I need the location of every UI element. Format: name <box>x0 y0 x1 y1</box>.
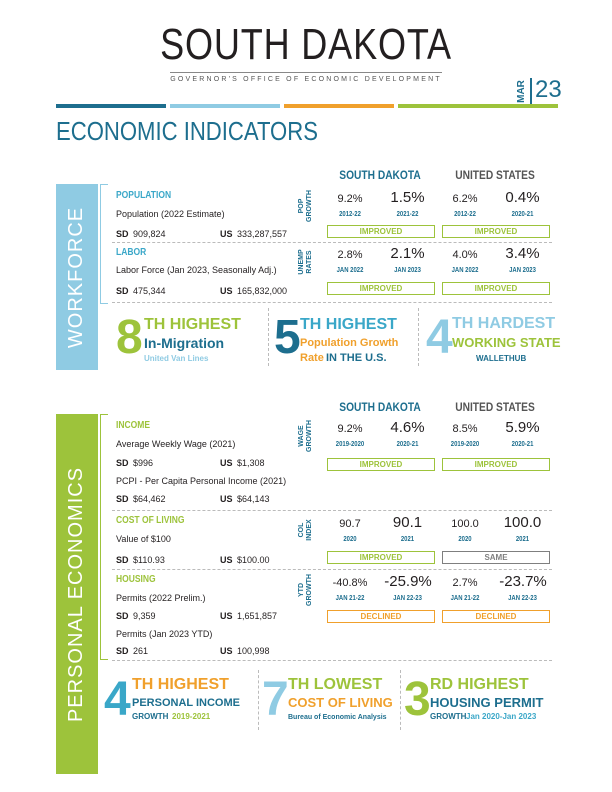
cost-sd-p2: 2021 <box>400 536 415 543</box>
sidebar-workforce-label: WORKFORCE <box>65 206 88 348</box>
income-us-v2: 5.9% <box>505 419 540 436</box>
sidebar-personal-label: PERSONAL ECONOMICS <box>65 466 88 722</box>
population-us-p1: 2012-22 <box>454 211 476 218</box>
labor-sd-v2: 2.1% <box>390 245 425 262</box>
labor-sd-label: SD <box>116 286 129 296</box>
highlight-source: Bureau of Economic Analysis <box>288 714 387 721</box>
housing-us-value: 1,651,857 <box>237 611 278 621</box>
labor-us-value: 165,832,000 <box>237 286 288 296</box>
highlight-rank: TH HIGHEST <box>300 316 397 333</box>
color-bar-green <box>398 104 558 108</box>
highlight-rank: TH LOWEST <box>288 676 383 693</box>
labor-metric-label: UNEMP RATES <box>298 249 313 275</box>
highlight-line1: HOUSING PERMIT <box>430 695 544 710</box>
divider <box>112 510 552 511</box>
housing-us-status: DECLINED <box>442 610 550 623</box>
cost-us-v1: 100.0 <box>451 518 479 530</box>
highlight-line1: WORKING STATE <box>452 335 561 350</box>
cost-us-p1: 2020 <box>458 536 472 543</box>
highlight-num: 4 <box>426 311 453 364</box>
date-year: 23 <box>535 76 562 103</box>
housing-sd-label: SD <box>116 611 129 621</box>
col-header-us: UNITED STATES <box>455 400 535 414</box>
income-us-p2: 2020-21 <box>511 441 534 448</box>
section-heading: ECONOMIC INDICATORS <box>56 116 318 146</box>
housing-us-value2: 100,998 <box>237 646 270 656</box>
highlight-rank-group <box>452 315 555 333</box>
col-header-sd: SOUTH DAKOTA <box>339 168 421 182</box>
income-sd-v2: 4.6% <box>390 419 425 436</box>
cost-sd-value: $110.93 <box>133 555 165 565</box>
labor-sd-value: 475,344 <box>133 286 166 296</box>
highlight-housing-permit <box>404 670 564 730</box>
highlight-num: 3 <box>404 673 431 726</box>
housing-sd-value: 9,359 <box>133 611 156 621</box>
highlight-num: 8 <box>116 311 143 364</box>
labor-sd-p2: JAN 2023 <box>394 267 421 274</box>
highlight-num: 7 <box>262 673 289 726</box>
labor-sd-status: IMPROVED <box>327 282 435 295</box>
highlight-rank: TH HIGHEST <box>132 676 229 693</box>
divider <box>112 242 552 243</box>
highlight-source: WALLETHUB <box>476 354 527 363</box>
highlight-rank: RD HIGHEST <box>430 676 529 693</box>
population-sd-p2: 2021-22 <box>396 211 419 218</box>
labor-sd-v1: 2.8% <box>337 249 363 261</box>
population-category: POPULATION <box>116 190 172 201</box>
color-bar-lightblue <box>170 104 280 108</box>
housing-sd-status: DECLINED <box>327 610 435 623</box>
highlight-line1: Population Growth <box>300 337 399 349</box>
labor-us-p2: JAN 2023 <box>509 267 536 274</box>
col-header-us: UNITED STATES <box>455 168 535 182</box>
divider <box>112 302 552 303</box>
population-sd-label: SD <box>116 229 129 239</box>
labor-us-v2: 3.4% <box>505 245 540 262</box>
labor-us-label: US <box>220 286 233 296</box>
housing-sd-value2: 261 <box>133 646 149 656</box>
cost-sd-v2: 90.1 <box>392 514 423 531</box>
income-sd-label2: SD <box>116 494 129 504</box>
population-us-status: IMPROVED <box>442 225 550 238</box>
housing-sd-label2: SD <box>116 646 129 656</box>
highlight-cost-of-living <box>262 670 402 730</box>
cost-us-p2: 2021 <box>515 536 530 543</box>
labor-us-status: IMPROVED <box>442 282 550 295</box>
highlight-line1: COST OF LIVING <box>288 695 393 710</box>
income-us-status: IMPROVED <box>442 458 550 471</box>
housing-us-p1: JAN 21-22 <box>450 595 480 602</box>
cost-sd-label: SD <box>116 555 129 565</box>
housing-us-v2: -23.7% <box>499 573 547 590</box>
highlight-num: 5 <box>274 311 301 364</box>
housing-sd-v1: -40.8% <box>332 577 368 589</box>
cost-sd-status: IMPROVED <box>327 551 435 564</box>
income-us-v1: 8.5% <box>452 423 478 435</box>
divider <box>112 660 552 661</box>
income-sd-label: SD <box>116 458 129 468</box>
income-sd-value2: $64,462 <box>133 494 166 504</box>
highlight-rank: TH HARDEST <box>452 315 556 332</box>
personal-bracket <box>100 414 108 660</box>
labor-category: LABOR <box>116 247 147 258</box>
income-sd-v1: 9.2% <box>337 423 363 435</box>
cost-us-status: SAME <box>442 551 550 564</box>
income-metric-label: WAGE GROWTH <box>298 420 313 452</box>
cost-metric-label: COL INDEX <box>298 519 313 541</box>
cost-us-v2: 100.0 <box>503 514 542 531</box>
population-us-label: US <box>220 229 233 239</box>
housing-metric-label: YTD GROWTH <box>298 574 313 606</box>
highlight-in-migration <box>116 310 266 366</box>
labor-us-p1: JAN 2022 <box>451 267 479 274</box>
color-bar-blue <box>56 104 166 108</box>
divider <box>112 569 552 570</box>
income-us-label: US <box>220 458 233 468</box>
highlight-line2b: 2019-2021 <box>172 712 211 721</box>
date-separator <box>530 78 532 104</box>
income-us-value: $1,308 <box>237 458 265 468</box>
housing-us-p2: JAN 22-23 <box>508 595 537 602</box>
income-sd-status: IMPROVED <box>327 458 435 471</box>
page-title: SOUTH DAKOTA <box>160 20 452 69</box>
population-sd-p1: 2012-22 <box>339 211 361 218</box>
population-desc: Population (2022 Estimate) <box>116 209 225 219</box>
highlight-num: 4 <box>104 673 131 726</box>
housing-us-label2: US <box>220 646 233 656</box>
title-divider <box>170 72 442 73</box>
cost-category: COST OF LIVING <box>116 515 185 526</box>
cost-us-value: $100.00 <box>237 555 270 565</box>
workforce-bracket <box>100 184 108 304</box>
color-bar-orange <box>284 104 394 108</box>
housing-sd-p1: JAN 21-22 <box>335 595 365 602</box>
cost-desc: Value of $100 <box>116 534 171 544</box>
population-us-v2: 0.4% <box>505 189 540 206</box>
labor-us-v1: 4.0% <box>452 249 478 261</box>
income-us-label2: US <box>220 494 233 504</box>
highlight-hardest-working <box>426 310 566 366</box>
labor-desc: Labor Force (Jan 2023, Seasonally Adj.) <box>116 265 277 275</box>
population-sd-v1: 9.2% <box>337 193 363 205</box>
highlight-line2a: GROWTH <box>430 712 467 721</box>
divider <box>400 670 401 730</box>
income-desc: Average Weekly Wage (2021) <box>116 439 236 449</box>
sidebar-personal-economics <box>56 414 98 774</box>
population-sd-status: IMPROVED <box>327 225 435 238</box>
housing-desc2: Permits (Jan 2023 YTD) <box>116 629 213 639</box>
housing-desc: Permits (2022 Prelim.) <box>116 593 206 603</box>
housing-category: HOUSING <box>116 574 156 585</box>
highlight-line1: PERSONAL INCOME <box>132 697 240 709</box>
income-us-p1: 2019-2020 <box>450 441 480 448</box>
date-month: MAR <box>515 80 527 103</box>
income-category: INCOME <box>116 420 150 431</box>
page-subtitle: GOVERNOR'S OFFICE OF ECONOMIC DEVELOPMENT <box>170 76 442 83</box>
cost-sd-v1: 90.7 <box>339 518 361 530</box>
population-us-value: 333,287,557 <box>237 229 288 239</box>
housing-sd-p2: JAN 22-23 <box>393 595 422 602</box>
highlight-population-growth <box>274 310 414 366</box>
population-sd-value: 909,824 <box>133 229 166 239</box>
highlight-line2a: GROWTH <box>132 712 169 721</box>
cost-sd-p1: 2020 <box>343 536 357 543</box>
highlight-line2b: IN THE U.S. <box>326 352 387 364</box>
income-desc2: PCPI - Per Capita Personal Income (2021) <box>116 476 287 486</box>
income-sd-value: $996 <box>133 458 154 468</box>
highlight-source: United Van Lines <box>144 354 209 363</box>
divider <box>418 308 419 366</box>
labor-sd-p1: JAN 2022 <box>336 267 364 274</box>
housing-sd-v2: -25.9% <box>384 573 432 590</box>
highlight-line2a: Rate <box>300 352 324 364</box>
sidebar-workforce <box>56 184 98 370</box>
income-us-value2: $64,143 <box>237 494 270 504</box>
highlight-line2b: Jan 2020-Jan 2023 <box>466 712 537 721</box>
highlight-line1: In-Migration <box>144 335 225 351</box>
highlight-personal-income <box>104 670 254 730</box>
divider <box>258 670 259 730</box>
income-sd-p1: 2019-2020 <box>335 441 365 448</box>
divider <box>268 308 269 366</box>
population-us-p2: 2020-21 <box>511 211 534 218</box>
population-sd-v2: 1.5% <box>390 189 425 206</box>
population-us-v1: 6.2% <box>452 193 478 205</box>
highlight-rank: TH HIGHEST <box>144 316 241 333</box>
cost-us-label: US <box>220 555 233 565</box>
population-metric-label: POP GROWTH <box>298 190 313 222</box>
housing-us-v1: 2.7% <box>452 577 478 589</box>
date-badge <box>516 80 528 104</box>
income-sd-p2: 2020-21 <box>396 441 419 448</box>
col-header-sd: SOUTH DAKOTA <box>339 400 421 414</box>
housing-us-label: US <box>220 611 233 621</box>
